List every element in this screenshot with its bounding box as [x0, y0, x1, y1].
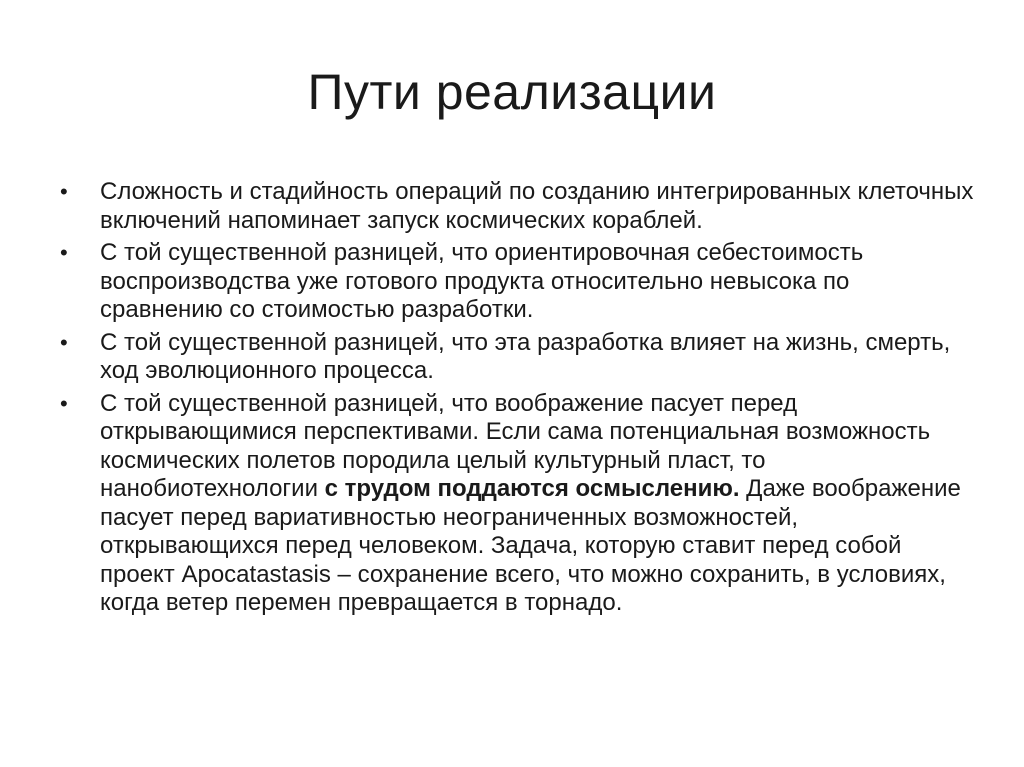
- bullet-item-2: [58, 239, 978, 325]
- bullet-text-bold: с трудом поддаются осмыслению.: [324, 475, 740, 502]
- bullet-item-1: [58, 178, 978, 235]
- bullet-text-before: С той существенной разницей, что воображение пасует перед открывающимися перспективами. Если сама потенциальная возможность космических полетов породила целый культурный пласт, то нанобиотехнологии: [100, 389, 931, 502]
- bullet-text: С той существенной разницей, что эта разработка влияет на жизнь, смерть, ход эволюционного процесса.: [100, 328, 951, 384]
- bullet-icon: •: [60, 179, 68, 204]
- bullet-icon: •: [60, 390, 68, 416]
- slide-title: Пути реализации: [307, 64, 717, 120]
- bullet-icon: •: [60, 240, 68, 265]
- bullet-item-3: [58, 329, 978, 386]
- bullet-text: С той существенной разницей, что ориентировочная себестоимость воспроизводства уже готового продукта относительно невысока по сравнению со стоимостью разработки.: [100, 239, 864, 323]
- bullet-text-after: Даже воображение пасует перед вариативностью неограниченных возможностей, открывающихся перед человеком. Задача, которую ставит перед собой проект Apocatastasis – сохранение всего, что можно сохранить, в условиях, когда ветер перемен превращается в торнадо.: [100, 475, 961, 616]
- bullet-text: Сложность и стадийность операций по созданию интегрированных клеточных включений напоминает запуск космических кораблей.: [100, 178, 974, 234]
- bullet-list: [58, 178, 978, 622]
- bullet-item-4: [58, 390, 978, 618]
- bullet-icon: •: [60, 329, 68, 355]
